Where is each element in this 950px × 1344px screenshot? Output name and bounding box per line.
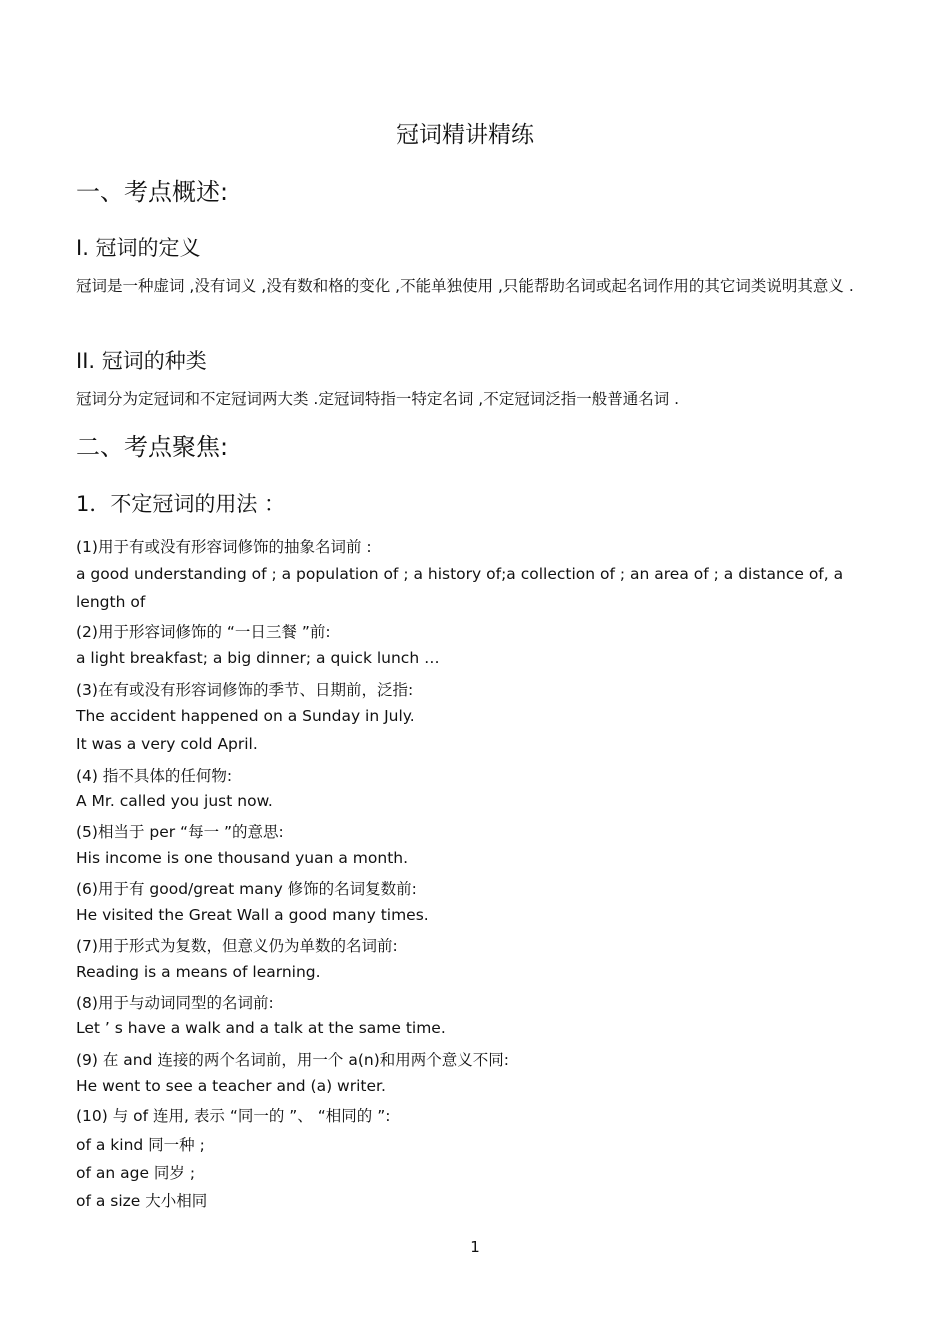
list-item: (5)相当于 per “每一 ”的意思: [76, 823, 284, 841]
list-item: a good understanding of ; a population of ; a history of;a collection of ; an area of ; a distance of, a [76, 565, 844, 583]
list-item: (8)用于与动词同型的名词前: [76, 994, 274, 1012]
list-item: (1)用于有或没有形容词修饰的抽象名词前 : [76, 538, 372, 556]
page-number: 1 [470, 1238, 480, 1256]
paragraph-types: 冠词分为定冠词和不定冠词两大类 .定冠词特指一特定名词 ,不定冠词泛指一般普通名词 . [76, 390, 680, 408]
list-item: Reading is a means of learning. [76, 963, 321, 981]
list-item: length of [76, 593, 146, 611]
list-item: He went to see a teacher and (a) writer. [76, 1077, 386, 1095]
section-heading-focus: 二、考点聚焦: [76, 433, 229, 461]
list-item: A Mr. called you just now. [76, 792, 273, 810]
list-item: of a size 大小相同 [76, 1192, 208, 1210]
list-item: (9) 在 and 连接的两个名词前，用一个 a(n)和用两个意义不同: [76, 1051, 509, 1069]
list-item: (10) 与 of 连用, 表示 “同一的 ”、 “相同的 ”: [76, 1107, 391, 1125]
paragraph-definition: 冠词是一种虚词 ,没有词义 ,没有数和格的变化 ,不能单独使用 ,只能帮助名词或起名词作用的其它词类说明其意义 . [76, 277, 854, 295]
list-item: (7)用于形式为复数，但意义仍为单数的名词前: [76, 937, 398, 955]
list-item: The accident happened on a Sunday in July. [76, 707, 415, 725]
list-item: of a kind 同一种 ; [76, 1136, 205, 1154]
list-item: (6)用于有 good/great many 修饰的名词复数前: [76, 880, 417, 898]
subheading-types: II. 冠词的种类 [76, 349, 207, 373]
section-heading-overview: 一、考点概述: [76, 178, 229, 206]
document-title: 冠词精讲精练 [396, 122, 534, 148]
list-item: of an age 同岁 ; [76, 1164, 196, 1182]
list-item: (3)在有或没有形容词修饰的季节、日期前，泛指: [76, 681, 414, 699]
list-item: (2)用于形容词修饰的 “一日三餐 ”前: [76, 623, 331, 641]
list-item: (4) 指不具体的任何物: [76, 767, 233, 785]
list-item: Let ’ s have a walk and a talk at the same time. [76, 1019, 446, 1037]
list-item: It was a very cold April. [76, 735, 258, 753]
list-item: a light breakfast; a big dinner; a quick lunch … [76, 649, 440, 667]
subheading-definition: I. 冠词的定义 [76, 236, 201, 260]
subheading-indefinite-article: 1．不定冠词的用法 ： [76, 492, 286, 516]
list-item: He visited the Great Wall a good many times. [76, 906, 429, 924]
list-item: His income is one thousand yuan a month. [76, 849, 409, 867]
